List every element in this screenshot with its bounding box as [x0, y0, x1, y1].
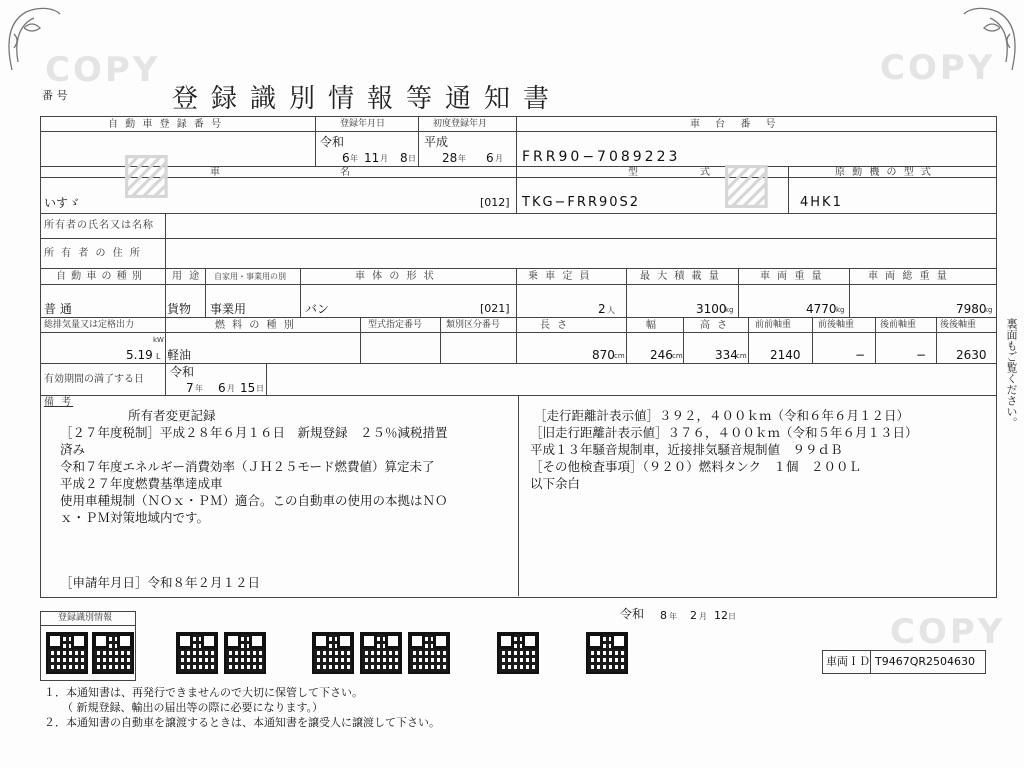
number-label: 番 号 — [42, 89, 68, 102]
reg-era: 令和 — [320, 135, 345, 149]
issue-day-unit: 日 — [728, 612, 736, 621]
qr-code-6 — [360, 632, 402, 674]
remarks-left-line-7: ｘ・ＰＭ対策地域内です。 — [60, 510, 210, 525]
vehicle-weight: 4770 — [806, 302, 837, 316]
qr-code-7 — [408, 632, 450, 674]
ornament-corner-left-icon — [4, 4, 64, 74]
qr-code-3 — [176, 632, 218, 674]
expiry-year-unit: 年 — [195, 384, 203, 393]
expiry-label: 有効期間の満了する日 — [44, 374, 144, 385]
front-rear-axle-label: 前後軸重 — [818, 320, 855, 330]
class-number-label: 類別区分番号 — [446, 320, 501, 330]
stamp-mark-2: ▨ — [720, 150, 773, 215]
reg-day-unit: 日 — [408, 154, 416, 163]
expiry-day-unit: 日 — [256, 384, 264, 393]
private-business: 事業用 — [210, 302, 247, 316]
expiry-day: 15 — [240, 381, 256, 395]
first-reg-month-unit: 月 — [495, 154, 503, 163]
length-unit: cm — [614, 352, 625, 360]
capacity-unit: 人 — [607, 306, 615, 315]
remarks-left-line-1: 所有者変更記録 — [128, 408, 216, 423]
displacement-label: 総排気量又は定格出力 — [44, 320, 135, 330]
copy-watermark-left: COPY — [45, 50, 161, 90]
issue-era: 令和 — [620, 607, 645, 621]
type-designation-label: 型式指定番号 — [368, 320, 423, 330]
qr-code-9 — [586, 632, 628, 674]
reg-day: 8 — [400, 151, 408, 165]
vehicle-id-label: 車両ＩＤ — [826, 655, 870, 668]
issue-year-unit: 年 — [669, 612, 677, 621]
length-label: 長 さ — [540, 320, 570, 331]
remarks-right-line-2: ［旧走行距離計表示値］３７６，４００ｋｍ（令和５年６月１３日） — [530, 425, 918, 440]
qr-code-8 — [497, 632, 539, 674]
vehicle-id: T9467QR2504630 — [875, 655, 976, 668]
remarks-right-line-1: ［走行距離計表示値］３９２，４００ｋｍ（令和６年６月１２日） — [534, 408, 910, 423]
remarks-left-line-4: 令和７年度エネルギー消費効率（ＪＨ２５モード燃費値）算定未了 — [60, 459, 435, 474]
output-unit-kw: kW — [153, 336, 164, 344]
issue-month: 2 — [690, 609, 697, 622]
first-reg-month: 6 — [486, 151, 494, 165]
first-reg-year: 28 — [442, 151, 458, 165]
gross-weight-label: 車 両 総 重 量 — [868, 271, 949, 282]
engine-model-label: 原 動 機 の 型 式 — [835, 167, 933, 178]
qr-info-label: 登録識別情報 — [58, 613, 113, 623]
rear-front-axle-label: 後前軸重 — [880, 320, 917, 330]
reg-date-label: 登録年月日 — [340, 119, 386, 129]
body-shape-label: 車 体 の 形 状 — [355, 271, 436, 282]
maker-name: いすゞ — [44, 196, 81, 210]
front-front-axle: 2140 — [770, 348, 801, 362]
height-unit: cm — [736, 352, 747, 360]
reg-month-unit: 月 — [380, 154, 388, 163]
reg-year: 6 — [342, 151, 350, 165]
model-label-1: 型 — [628, 167, 640, 178]
chassis-number-label: 車 台 番 号 — [690, 119, 782, 130]
remarks-left-line-2: ［２７年度税制］平成２８年６月１６日 新規登録 ２５％減税措置 — [60, 425, 448, 440]
width-unit: cm — [672, 352, 683, 360]
use: 貨物 — [167, 302, 192, 316]
side-note: 裏面もご覧ください。 — [1005, 318, 1018, 428]
body-shape: バン — [305, 302, 330, 316]
qr-code-4 — [224, 632, 266, 674]
remarks-right-line-5: 以下余白 — [530, 476, 581, 491]
rear-rear-axle: 2630 — [956, 348, 987, 362]
stamp-mark-1: ▨ — [120, 140, 173, 205]
max-load-label: 最 大 積 載 量 — [640, 271, 721, 282]
use-label: 用 途 — [172, 271, 202, 282]
ornament-corner-right-icon — [960, 4, 1020, 74]
max-load-unit: kg — [725, 306, 734, 314]
expiry-month-unit: 月 — [227, 384, 235, 393]
capacity: 2 — [598, 302, 606, 316]
displacement-unit: L — [156, 352, 161, 361]
issue-month-unit: 月 — [699, 612, 707, 621]
width: 246 — [650, 348, 673, 362]
max-load: 3100 — [696, 302, 727, 316]
first-reg-year-unit: 年 — [458, 154, 466, 163]
front-front-axle-label: 前前軸重 — [755, 320, 792, 330]
vehicle-kind: 普 通 — [44, 302, 72, 316]
first-reg-label: 初度登録年月 — [433, 119, 488, 129]
height: 334 — [715, 348, 738, 362]
remarks-left-line-6: 使用車種規制（ＮＯｘ・ＰＭ）適合。この自動車の使用の本拠はＮＯ — [60, 493, 448, 508]
length: 870 — [592, 348, 615, 362]
footer-note-1: １．本通知書は、再発行できませんので大切に保管して下さい。 — [44, 686, 363, 699]
footer-note-2: ２．本通知書の自動車を譲渡するときは、本通知書を譲受人に譲渡して下さい。 — [44, 716, 440, 729]
copy-watermark-right: COPY — [880, 48, 996, 88]
capacity-label: 乗 車 定 員 — [528, 271, 592, 282]
chassis-number: FRR90−7089223 — [522, 149, 681, 165]
fuel-type-label: 燃 料 の 種 別 — [215, 320, 296, 331]
application-date: ［申請年月日］令和８年２月１２日 — [60, 575, 261, 590]
rear-rear-axle-label: 後後軸重 — [940, 320, 977, 330]
remarks-right-line-3: 平成１３年騒音規制車，近接排気騒音規制値 ９９ｄＢ — [530, 442, 843, 457]
document-title: 登録識別情報等通知書 — [172, 84, 563, 114]
owner-address-label: 所 有 者 の 住 所 — [44, 248, 142, 259]
remarks-left-line-5: 平成２７年度燃費基準達成車 — [60, 476, 223, 491]
remarks-label: 備 考 — [44, 397, 74, 408]
model: TKG−FRR90S2 — [522, 195, 641, 210]
remarks-right-line-4: ［その他検査事項］（９２０）燃料タンク １個 ２００Ｌ — [530, 459, 862, 474]
body-code: [021] — [480, 302, 510, 315]
front-rear-axle: − — [855, 348, 866, 362]
reg-year-unit: 年 — [350, 154, 358, 163]
footer-note-1b: （ 新規登録、輸出の届出等の際に必要になります。） — [62, 701, 324, 714]
issue-year: 8 — [660, 609, 667, 622]
vehicle-kind-label: 自 動 車 の 種 別 — [56, 271, 143, 282]
remarks-left-line-3: 済み — [60, 442, 86, 457]
model-label-2: 式 — [700, 167, 712, 178]
qr-code-1 — [46, 632, 88, 674]
reg-month: 11 — [364, 151, 380, 165]
copy-watermark-bottom: COPY — [890, 612, 1006, 652]
vehicle-weight-label: 車 両 重 量 — [760, 271, 824, 282]
gross-weight: 7980 — [956, 302, 987, 316]
expiry-year: 7 — [186, 381, 194, 395]
vehicle-weight-unit: kg — [836, 306, 845, 314]
qr-code-2 — [92, 632, 134, 674]
gross-weight-unit: kg — [984, 306, 993, 314]
private-business-label: 自家用・事業用の別 — [214, 272, 286, 281]
qr-code-5 — [312, 632, 354, 674]
displacement: 5.19 — [126, 348, 153, 362]
owner-name-label: 所有者の氏名又は名称 — [44, 220, 154, 231]
expiry-month: 6 — [218, 381, 226, 395]
issue-day: 12 — [714, 609, 728, 622]
fuel-type: 軽油 — [167, 348, 192, 362]
first-reg-era: 平成 — [424, 135, 449, 149]
reg-number-label: 自 動 車 登 録 番 号 — [108, 119, 224, 130]
expiry-era: 令和 — [170, 365, 195, 379]
engine-model: 4HK1 — [800, 195, 843, 210]
car-name-label-1: 車 — [210, 167, 222, 178]
width-label: 幅 — [646, 320, 658, 331]
height-label: 高 さ — [700, 320, 730, 331]
model-code-prefix: [012] — [480, 196, 510, 209]
rear-front-axle: − — [916, 348, 927, 362]
car-name-label-2: 名 — [340, 167, 352, 178]
